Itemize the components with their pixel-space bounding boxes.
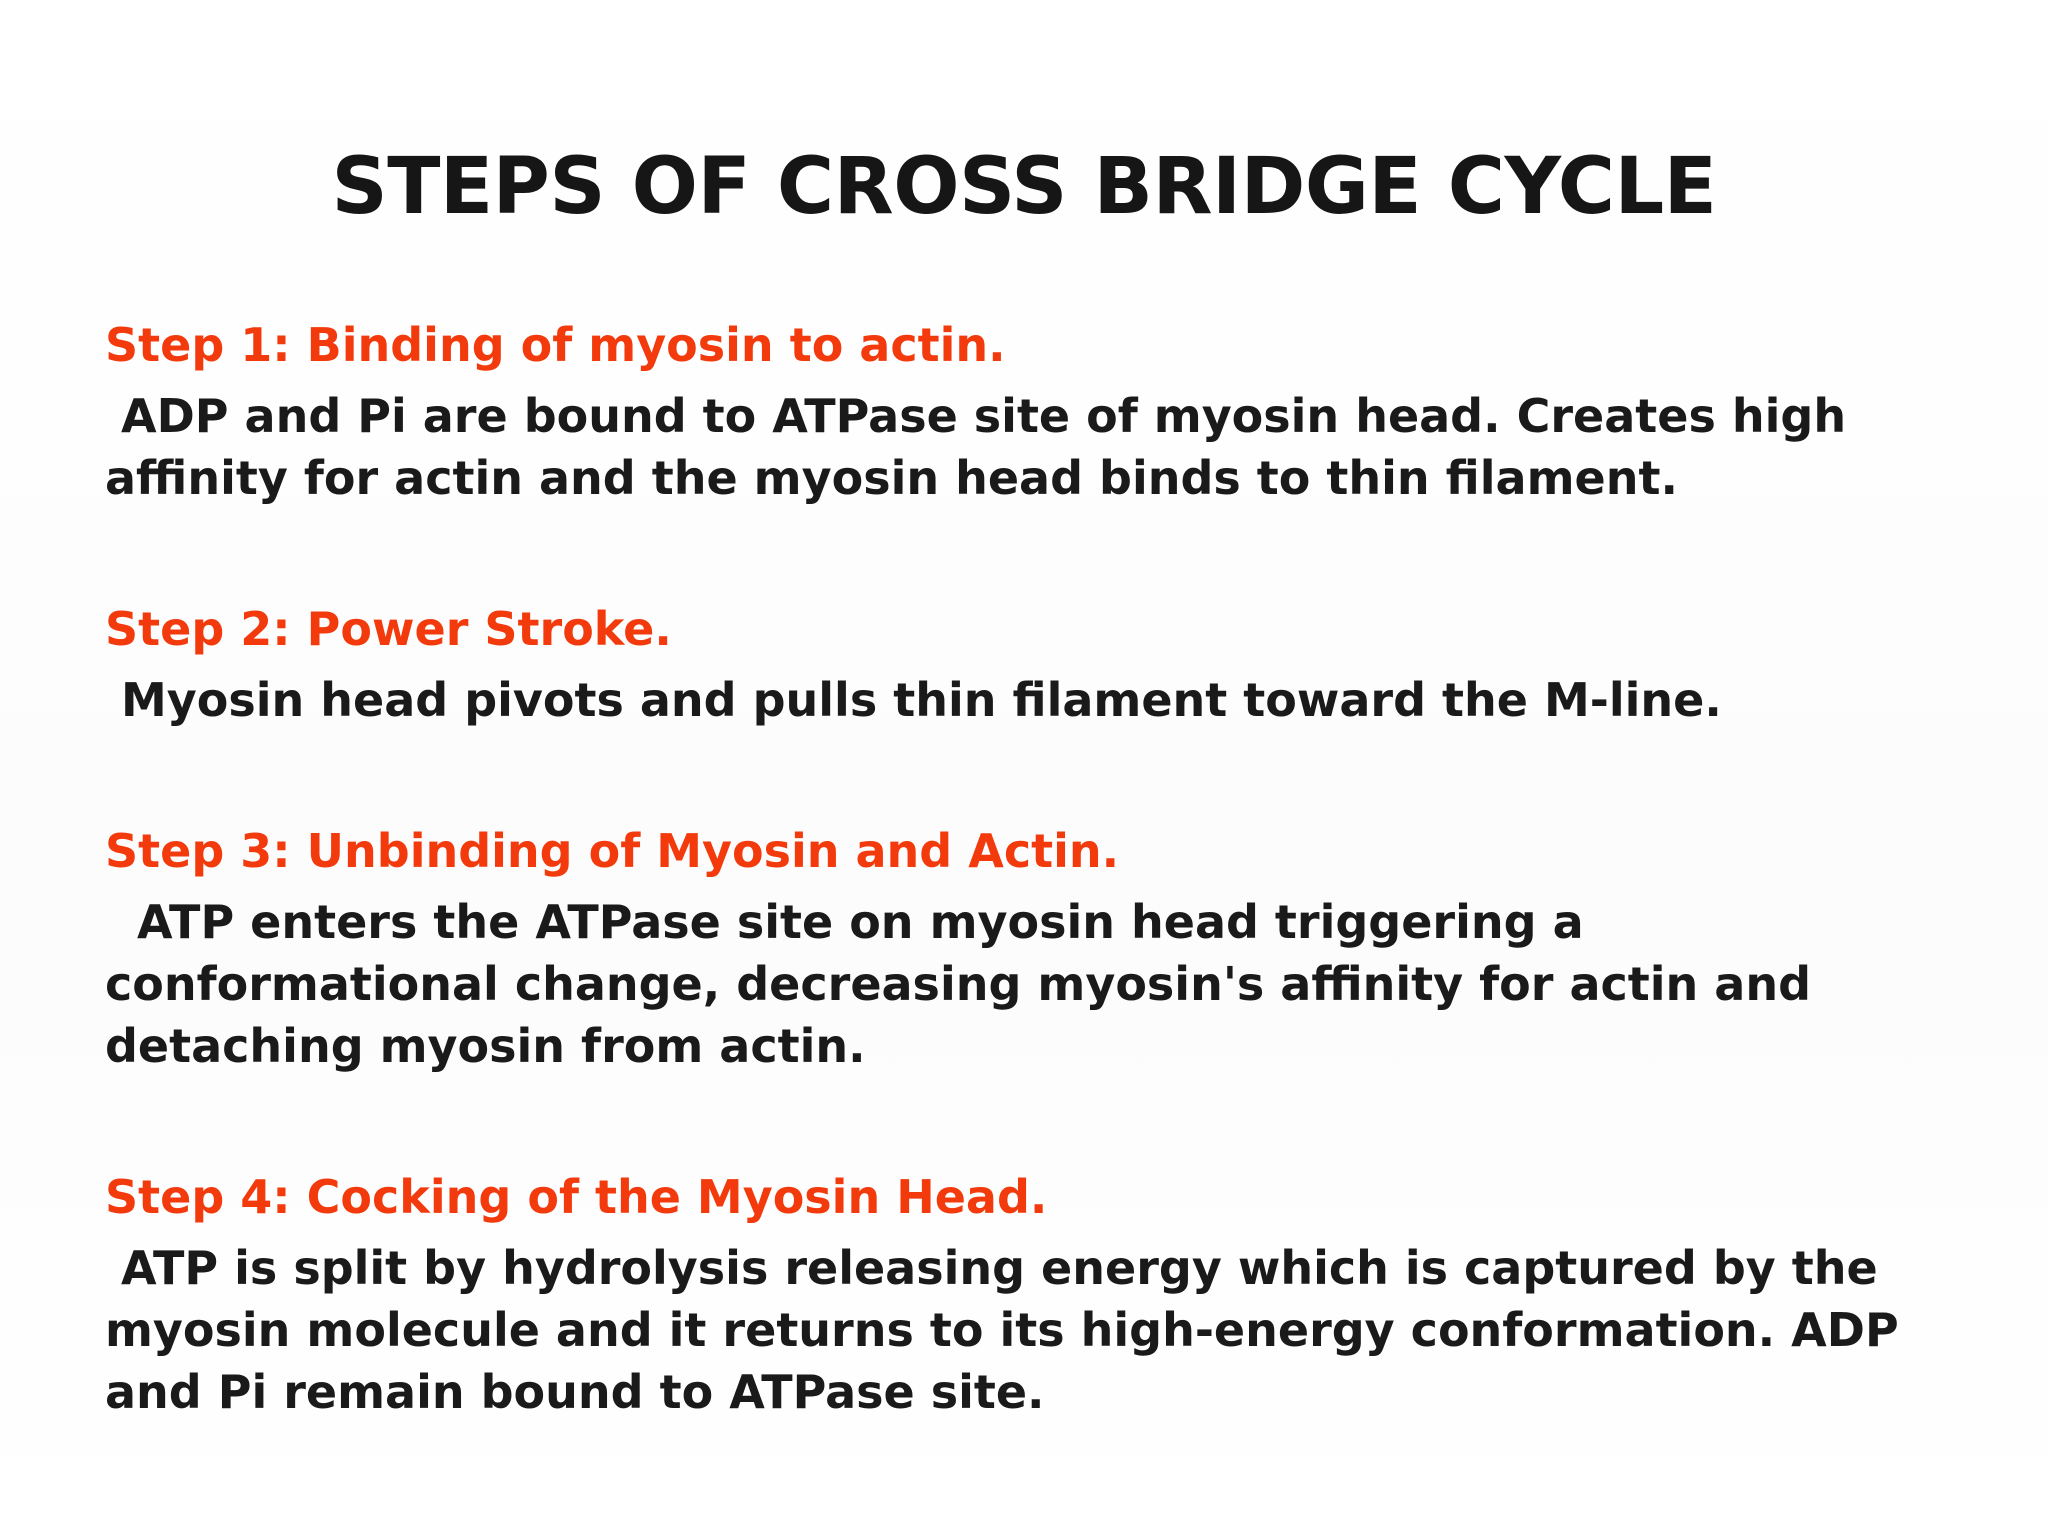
step-description: ADP and Pi are bound to ATPase site of myosin head. Creates high affinity for actin and the myosin head binds to thin filament.	[105, 389, 1847, 506]
step-item-1	[105, 318, 1945, 509]
step-heading: Step 1: Binding of myosin to actin.	[105, 318, 1006, 372]
step-heading: Step 2: Power Stroke.	[105, 602, 672, 656]
step-description: ATP enters the ATPase site on myosin head triggering a conformational change, decreasing myosin's affinity for actin and detaching myosin from actin.	[105, 895, 1811, 1074]
step-item-2	[105, 602, 1945, 731]
slide-title: STEPS OF CROSS BRIDGE CYCLE	[331, 142, 1717, 232]
step-heading: Step 3: Unbinding of Myosin and Actin.	[105, 824, 1120, 878]
step-description: ATP is split by hydrolysis releasing energy which is captured by the myosin molecule and it returns to its high-energy conformation. ADP and Pi remain bound to ATPase site.	[105, 1241, 1899, 1420]
step-item-3	[105, 824, 1945, 1077]
step-description: Myosin head pivots and pulls thin filament toward the M-line.	[105, 673, 1722, 728]
step-heading: Step 4: Cocking of the Myosin Head.	[105, 1170, 1048, 1224]
step-item-4	[105, 1170, 1945, 1423]
